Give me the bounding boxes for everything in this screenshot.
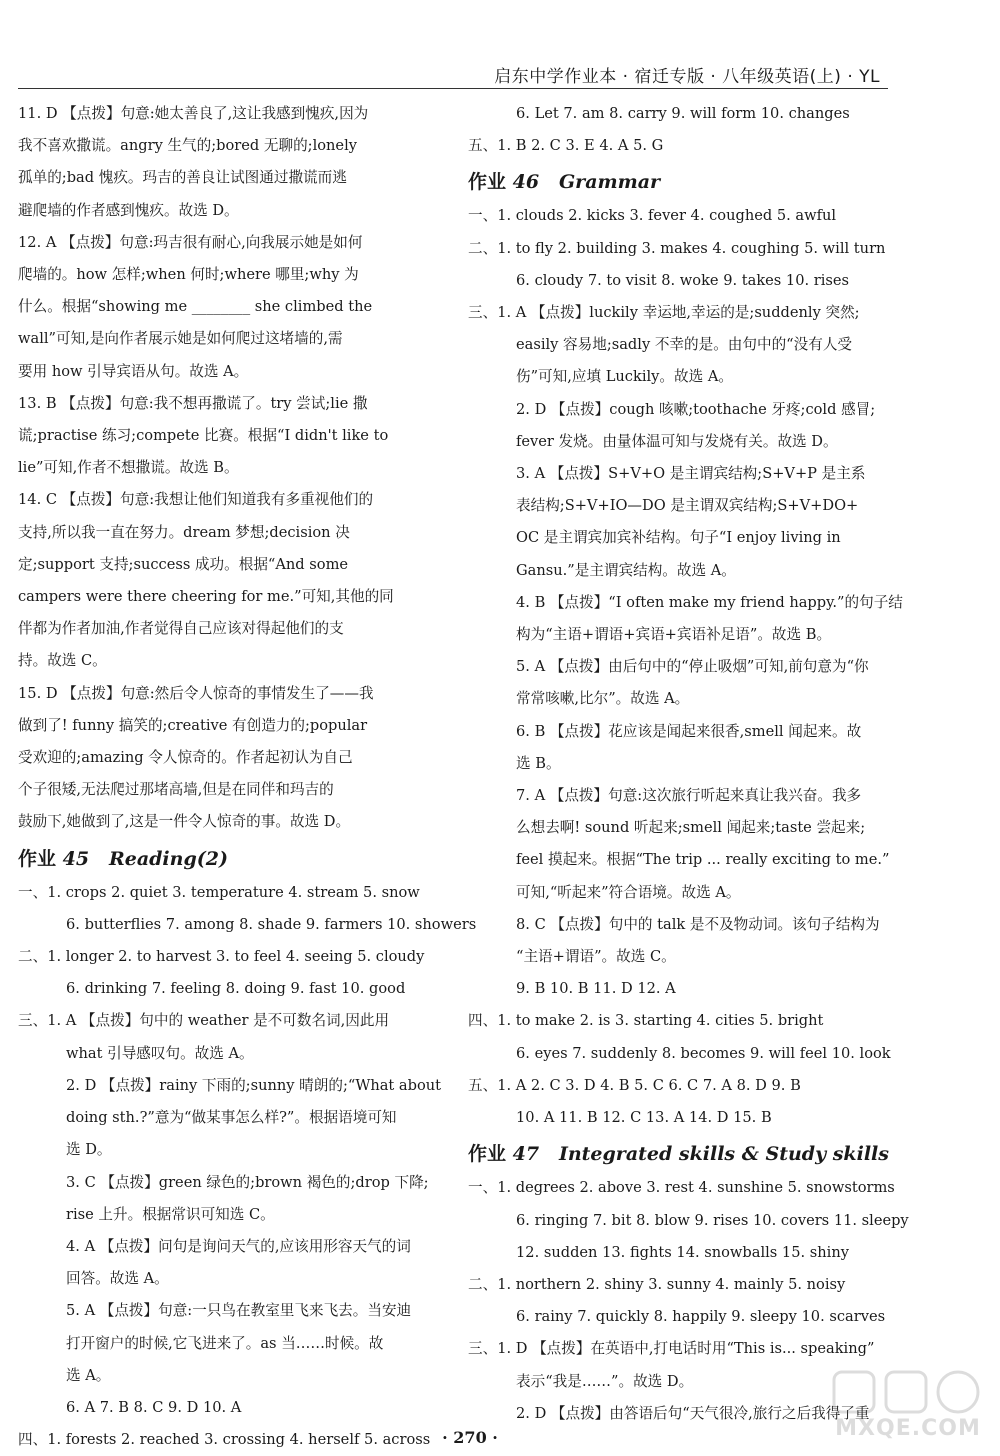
text-line: 回答。故选 A。 <box>66 1270 169 1288</box>
text-line: lie”可知,作者不想撒谎。故选 B。 <box>18 459 239 477</box>
text-line: 爬墙的。how 怎样;when 何时;where 哪里;why 为 <box>18 266 359 284</box>
text-line: 个子很矮,无法爬过那堵高墙,但是在同伴和玛吉的 <box>18 781 334 799</box>
text-line: 三、1. A 【点拨】句中的 weather 是不可数名词,因此用 <box>18 1012 390 1030</box>
watermark-icon <box>828 1368 988 1418</box>
text-line: 做到了! funny 搞笑的;creative 有创造力的;popular <box>18 716 368 734</box>
text-line: 二、1. to fly 2. building 3. makes 4. coughing 5. will turn <box>468 239 886 257</box>
text-line: easily 容易地;sadly 不幸的是。由句中的“没有人受 <box>516 336 853 354</box>
text-line: 2. D 【点拨】rainy 下雨的;sunny 晴朗的;“What about <box>66 1076 442 1094</box>
text-line: 打开窗户的时候,它飞进来了。as 当……时候。故 <box>66 1334 384 1352</box>
text-line: 13. B 【点拨】句意:我不想再撒谎了。try 尝试;lie 撒 <box>18 394 368 412</box>
text-line: 6. cloudy 7. to visit 8. woke 9. takes 10. rises <box>516 271 850 289</box>
text-line: doing sth.?”意为“做某事怎么样?”。根据语境可知 <box>66 1109 397 1127</box>
text-line: 构为“主语+谓语+宾语+宾语补足语”。故选 B。 <box>516 626 832 644</box>
text-line: 表示“我是……”。故选 D。 <box>516 1372 694 1390</box>
text-line: 选 D。 <box>66 1141 112 1159</box>
answer-12 <box>18 227 448 388</box>
text-line: 避爬墙的作者感到愧疚。故选 D。 <box>18 201 239 219</box>
text-line: 7. A 【点拨】句意:这次旅行听起来真让我兴奋。我多 <box>516 787 862 805</box>
text-line: 5. A 【点拨】句意:一只鸟在教室里飞来飞去。当安迪 <box>66 1302 412 1320</box>
text-line: 3. C 【点拨】green 绿色的;brown 褐色的;drop 下降; <box>66 1173 429 1191</box>
text-line: 持。故选 C。 <box>18 652 107 670</box>
heading-prefix: 作业 <box>468 171 507 194</box>
text-line: campers were there cheering for me.”可知,其他的同 <box>18 588 394 606</box>
text-line: 9. B 10. B 11. D 12. A <box>516 980 676 998</box>
text-line: 什么。根据“showing me ________ she climbed the <box>18 298 373 316</box>
heading-name: Reading(2) <box>108 847 228 870</box>
page-header: 启东中学作业本 · 宿迁专版 · 八年级英语(上) · YL <box>494 67 880 87</box>
text-line: 谎;practise 练习;compete 比赛。根据“I didn't like to <box>18 427 389 445</box>
text-line: 二、1. northern 2. shiny 3. sunny 4. mainly 5. noisy <box>468 1275 846 1293</box>
text-line: 表结构;S+V+IO—DO 是主谓双宾结构;S+V+DO+ <box>516 497 859 515</box>
text-line: 定;support 支持;success 成功。根据“And some <box>18 555 349 573</box>
text-line: 8. C 【点拨】句中的 talk 是不及物动词。该句子结构为 <box>516 915 880 933</box>
text-line: 四、1. forests 2. reached 3. crossing 4. herself 5. across <box>18 1431 431 1449</box>
text-line: 选 B。 <box>516 754 561 772</box>
text-line: wall”可知,是向作者展示她是如何爬过这堵墙的,需 <box>18 330 343 348</box>
text-line: 四、1. to make 2. is 3. starting 4. cities 5. bright <box>468 1012 824 1030</box>
text-line: 选 A。 <box>66 1366 111 1384</box>
text-line: 一、1. degrees 2. above 3. rest 4. sunshine 5. snowstorms <box>468 1179 895 1197</box>
text-line: “主语+谓语”。故选 C。 <box>516 948 676 966</box>
text-line: fever 发烧。由量体温可知与发烧有关。故选 D。 <box>516 432 838 450</box>
heading-prefix: 作业 <box>18 847 57 870</box>
text-line: 6. Let 7. am 8. carry 9. will form 10. changes <box>516 105 850 122</box>
text-line: 5. A 【点拨】由后句中的“停止吸烟”可知,前句意为“你 <box>516 658 869 676</box>
answer-13 <box>18 388 448 485</box>
text-line: 2. D 【点拨】由答语后句“天气很冷,旅行之后我得了重 <box>516 1404 870 1422</box>
text-line: 10. A 11. B 12. C 13. A 14. D 15. B <box>516 1109 772 1127</box>
header-divider <box>18 88 888 89</box>
section-46-part-3 <box>468 297 903 1005</box>
heading-name: Grammar <box>558 171 661 194</box>
section-heading-45 <box>18 841 448 877</box>
text-line: 6. B 【点拨】花应该是闻起来很香,smell 闻起来。故 <box>516 722 862 740</box>
text-line: 鼓励下,她做到了,这是一件令人惊奇的事。故选 D。 <box>18 813 351 831</box>
text-line: 支持,所以我一直在努力。dream 梦想;decision 决 <box>18 523 350 541</box>
heading-name: Integrated skills & Study skills <box>558 1143 889 1166</box>
heading-number: 46 <box>512 171 540 194</box>
answer-14 <box>18 484 448 677</box>
section-45-part-2 <box>18 941 448 1005</box>
page-number: · 270 · <box>442 1428 498 1447</box>
text-line: 三、1. D 【点拨】在英语中,打电话时用“This is... speaking” <box>468 1340 875 1358</box>
text-line: 12. A 【点拨】句意:玛吉很有耐心,向我展示她是如何 <box>18 233 363 251</box>
text-line: 三、1. A 【点拨】luckily 幸运地,幸运的是;suddenly 突然; <box>468 304 860 322</box>
text-line: 2. D 【点拨】cough 咳嗽;toothache 牙疼;cold 感冒; <box>516 400 876 418</box>
right-column <box>468 98 909 1430</box>
text-line: 14. C 【点拨】句意:我想让他们知道我有多重视他们的 <box>18 491 374 509</box>
text-line: 11. D 【点拨】句意:她太善良了,这让我感到愧疚,因为 <box>18 105 369 122</box>
watermark-logo <box>828 1368 988 1448</box>
heading-number: 47 <box>512 1143 540 1166</box>
section-heading-46 <box>468 164 898 200</box>
text-line: 3. A 【点拨】S+V+O 是主谓宾结构;S+V+P 是主系 <box>516 465 866 483</box>
text-line: rise 上升。根据常识可知选 C。 <box>66 1205 275 1223</box>
text-line: 孤单的;bad 愧疚。玛吉的善良让试图通过撒谎而逃 <box>18 169 347 187</box>
watermark-text: MXQE.COM <box>835 1416 981 1441</box>
text-line: 伴都为作者加油,作者觉得自己应该对得起他们的支 <box>18 620 344 638</box>
heading-prefix: 作业 <box>468 1143 507 1166</box>
text-line: 15. D 【点拨】句意:然后令人惊奇的事情发生了——我 <box>18 684 374 702</box>
text-line: 4. B 【点拨】“I often make my friend happy.”的句子结 <box>516 593 903 611</box>
section-heading-47 <box>468 1136 898 1172</box>
text-line: 6. A 7. B 8. C 9. D 10. A <box>66 1398 242 1416</box>
text-line: 6. drinking 7. feeling 8. doing 9. fast 10. good <box>66 980 406 998</box>
text-line: 受欢迎的;amazing 令人惊奇的。作者起初认为自己 <box>18 749 353 767</box>
text-line: 五、1. A 2. C 3. D 4. B 5. C 6. C 7. A 8. D 9. B <box>468 1076 801 1094</box>
text-line: 4. A 【点拨】问句是询问天气的,应该用形容天气的词 <box>66 1237 411 1255</box>
answer-11 <box>18 98 448 227</box>
text-line: 要用 how 引导宾语从句。故选 A。 <box>18 362 249 380</box>
text-line: Gansu.”是主谓宾结构。故选 A。 <box>516 561 736 579</box>
answer-15 <box>18 678 448 839</box>
text-line: 可知,“听起来”符合语境。故选 A。 <box>516 883 741 901</box>
text-line: 6. eyes 7. suddenly 8. becomes 9. will feel 10. look <box>516 1044 891 1062</box>
text-line: 常常咳嗽,比尔”。故选 A。 <box>516 690 690 708</box>
text-line: 二、1. longer 2. to harvest 3. to feel 4. seeing 5. cloudy <box>18 948 425 966</box>
text-line: 五、1. B 2. C 3. E 4. A 5. G <box>468 137 664 155</box>
text-line: 一、1. crops 2. quiet 3. temperature 4. stream 5. snow <box>18 883 420 901</box>
text-line: feel 摸起来。根据“The trip ... really exciting to me.” <box>516 851 890 869</box>
heading-number: 45 <box>62 847 90 870</box>
text-line: 么想去啊! sound 听起来;smell 闻起来;taste 尝起来; <box>516 819 866 837</box>
text-line: 我不喜欢撒谎。angry 生气的;bored 无聊的;lonely <box>18 137 357 155</box>
text-line: 一、1. clouds 2. kicks 3. fever 4. coughed 5. awful <box>468 207 837 225</box>
section-45-part-1 <box>18 877 477 941</box>
section-45-part-3 <box>18 1005 448 1424</box>
text-line: 6. ringing 7. bit 8. blow 9. rises 10. covers 11. sleepy <box>516 1211 909 1229</box>
text-line: what 引导感叹句。故选 A。 <box>66 1044 254 1062</box>
text-line: 6. butterflies 7. among 8. shade 9. farmers 10. showers <box>66 915 477 933</box>
text-line: 12. sudden 13. fights 14. snowballs 15. shiny <box>516 1243 849 1261</box>
text-line: 伤”可知,应填 Luckily。故选 A。 <box>516 368 733 386</box>
text-line: OC 是主谓宾加宾补结构。句子“I enjoy living in <box>516 529 841 547</box>
text-line: 6. rainy 7. quickly 8. happily 9. sleepy 10. scarves <box>516 1308 886 1326</box>
